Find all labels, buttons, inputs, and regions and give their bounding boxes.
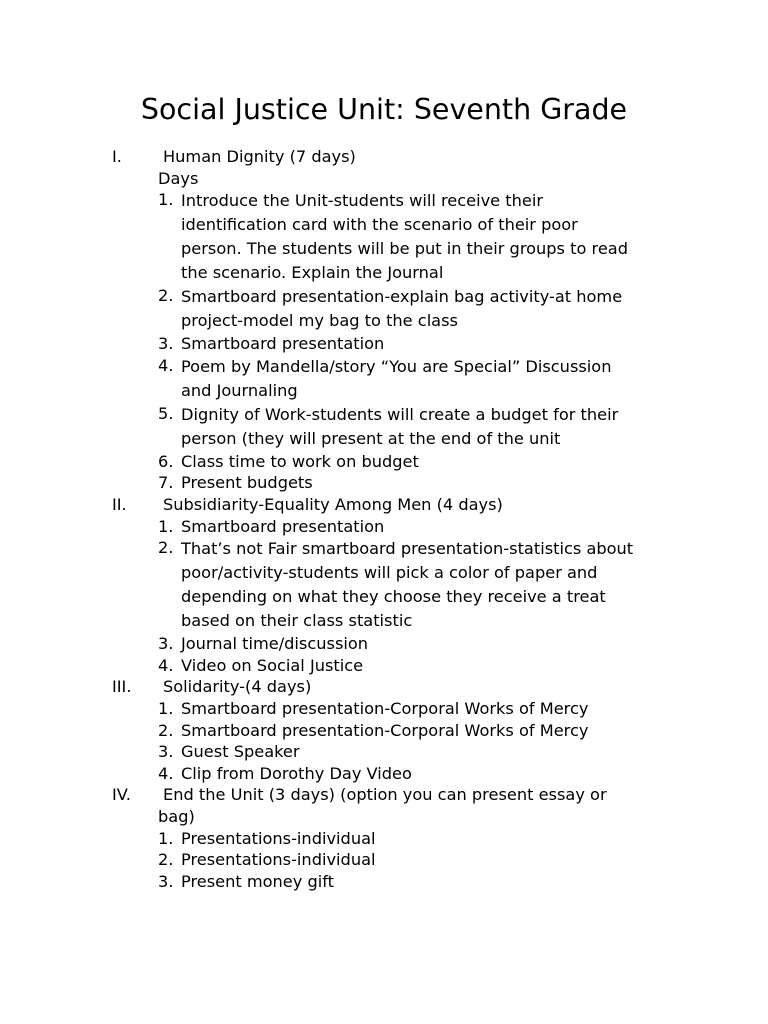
section-number: II. [112, 494, 127, 514]
item-text-line: person (they will present at the end of the unit [181, 428, 561, 448]
item-text-line: Journal time/discussion [181, 634, 369, 654]
list-item [0, 763, 681, 785]
list-item [0, 655, 681, 677]
item-text-line: Guest Speaker [181, 742, 300, 762]
outline-section [0, 494, 768, 676]
item-text-line: Dignity of Work-students will create a budget for their [181, 404, 619, 424]
item-number: 1. [158, 698, 174, 718]
section-number: III. [112, 677, 132, 697]
item-text-line: Smartboard presentation-Corporal Works of Mercy [181, 698, 589, 718]
item-text-line: project-model my bag to the class [181, 311, 458, 331]
item-number: 3. [158, 871, 174, 891]
item-number: 2. [158, 720, 174, 740]
list-item [0, 403, 681, 451]
item-text-line: Present budgets [181, 473, 313, 493]
list-item [0, 720, 681, 742]
item-text-line: Smartboard presentation [181, 334, 385, 354]
item-number: 1. [158, 190, 174, 210]
list-item [0, 285, 681, 333]
list-item [0, 741, 681, 763]
list-item [0, 698, 681, 720]
item-text-line: and Journaling [181, 380, 298, 400]
item-text-line: Video on Social Justice [181, 655, 364, 675]
item-number: 3. [158, 742, 174, 762]
list-item [0, 333, 681, 355]
item-number: 2. [158, 286, 174, 306]
item-number: 2. [158, 850, 174, 870]
item-text-line: the scenario. Explain the Journal [181, 263, 444, 283]
section-heading [0, 784, 768, 806]
section-subheading: bag) [158, 806, 195, 826]
item-text-line: Present money gift [181, 871, 335, 891]
list-item [0, 537, 681, 633]
item-text-line: Presentations-individual [181, 828, 376, 848]
section-items [0, 698, 768, 784]
item-text-line: Smartboard presentation [181, 516, 385, 536]
section-items [0, 516, 768, 677]
list-item [0, 451, 681, 473]
item-text-line: identification card with the scenario of their poor [181, 215, 578, 235]
section-subheading: Days [158, 168, 199, 188]
list-item [0, 633, 681, 655]
item-text-line: Poem by Mandella/story “You are Special” Discussion [181, 356, 612, 376]
list-item [0, 189, 681, 285]
section-title: End the Unit (3 days) (option you can present essay or [163, 785, 607, 805]
item-number: 1. [158, 828, 174, 848]
item-text-line: Class time to work on budget [181, 451, 419, 471]
section-title: Solidarity-(4 days) [163, 677, 312, 697]
list-item [0, 871, 681, 893]
outline-list [0, 146, 768, 892]
list-item [0, 472, 681, 494]
section-items [0, 189, 768, 494]
document-title: Social Justice Unit: Seventh Grade [140, 93, 628, 126]
item-text-line: Presentations-individual [181, 850, 376, 870]
item-text-line: That’s not Fair smartboard presentation-statistics about [181, 539, 634, 559]
item-number: 3. [158, 334, 174, 354]
item-number: 4. [158, 763, 174, 783]
item-number: 1. [158, 516, 174, 536]
item-number: 2. [158, 538, 174, 558]
section-number: I. [112, 147, 122, 166]
item-number: 4. [158, 355, 174, 375]
section-items [0, 828, 768, 893]
item-text-line: based on their class statistic [181, 611, 413, 631]
section-title: Human Dignity (7 days) [163, 147, 356, 166]
outline-section [0, 676, 768, 784]
item-number: 6. [158, 451, 174, 471]
list-item [0, 849, 681, 871]
section-heading [0, 494, 768, 516]
section-heading [0, 676, 768, 698]
list-item [0, 828, 681, 850]
outline-section [0, 146, 768, 494]
item-number: 4. [158, 655, 174, 675]
item-number: 3. [158, 634, 174, 654]
item-number: 7. [158, 473, 174, 493]
item-text-line: Smartboard presentation-explain bag activity-at home [181, 287, 623, 307]
item-text-line: person. The students will be put in their groups to read [181, 239, 628, 259]
item-text-line: Smartboard presentation-Corporal Works of Mercy [181, 720, 589, 740]
item-text-line: Clip from Dorothy Day Video [181, 763, 412, 783]
section-heading [0, 146, 768, 168]
item-text-line: poor/activity-students will pick a color of paper and [181, 563, 598, 583]
section-title: Subsidiarity-Equality Among Men (4 days) [163, 494, 503, 514]
item-number: 5. [158, 403, 174, 423]
list-item [0, 516, 681, 538]
item-text-line: depending on what they choose they receive a treat [181, 587, 606, 607]
outline-section [0, 784, 768, 892]
section-number: IV. [112, 785, 131, 805]
item-text-line: Introduce the Unit-students will receive their [181, 191, 543, 211]
list-item [0, 355, 681, 403]
